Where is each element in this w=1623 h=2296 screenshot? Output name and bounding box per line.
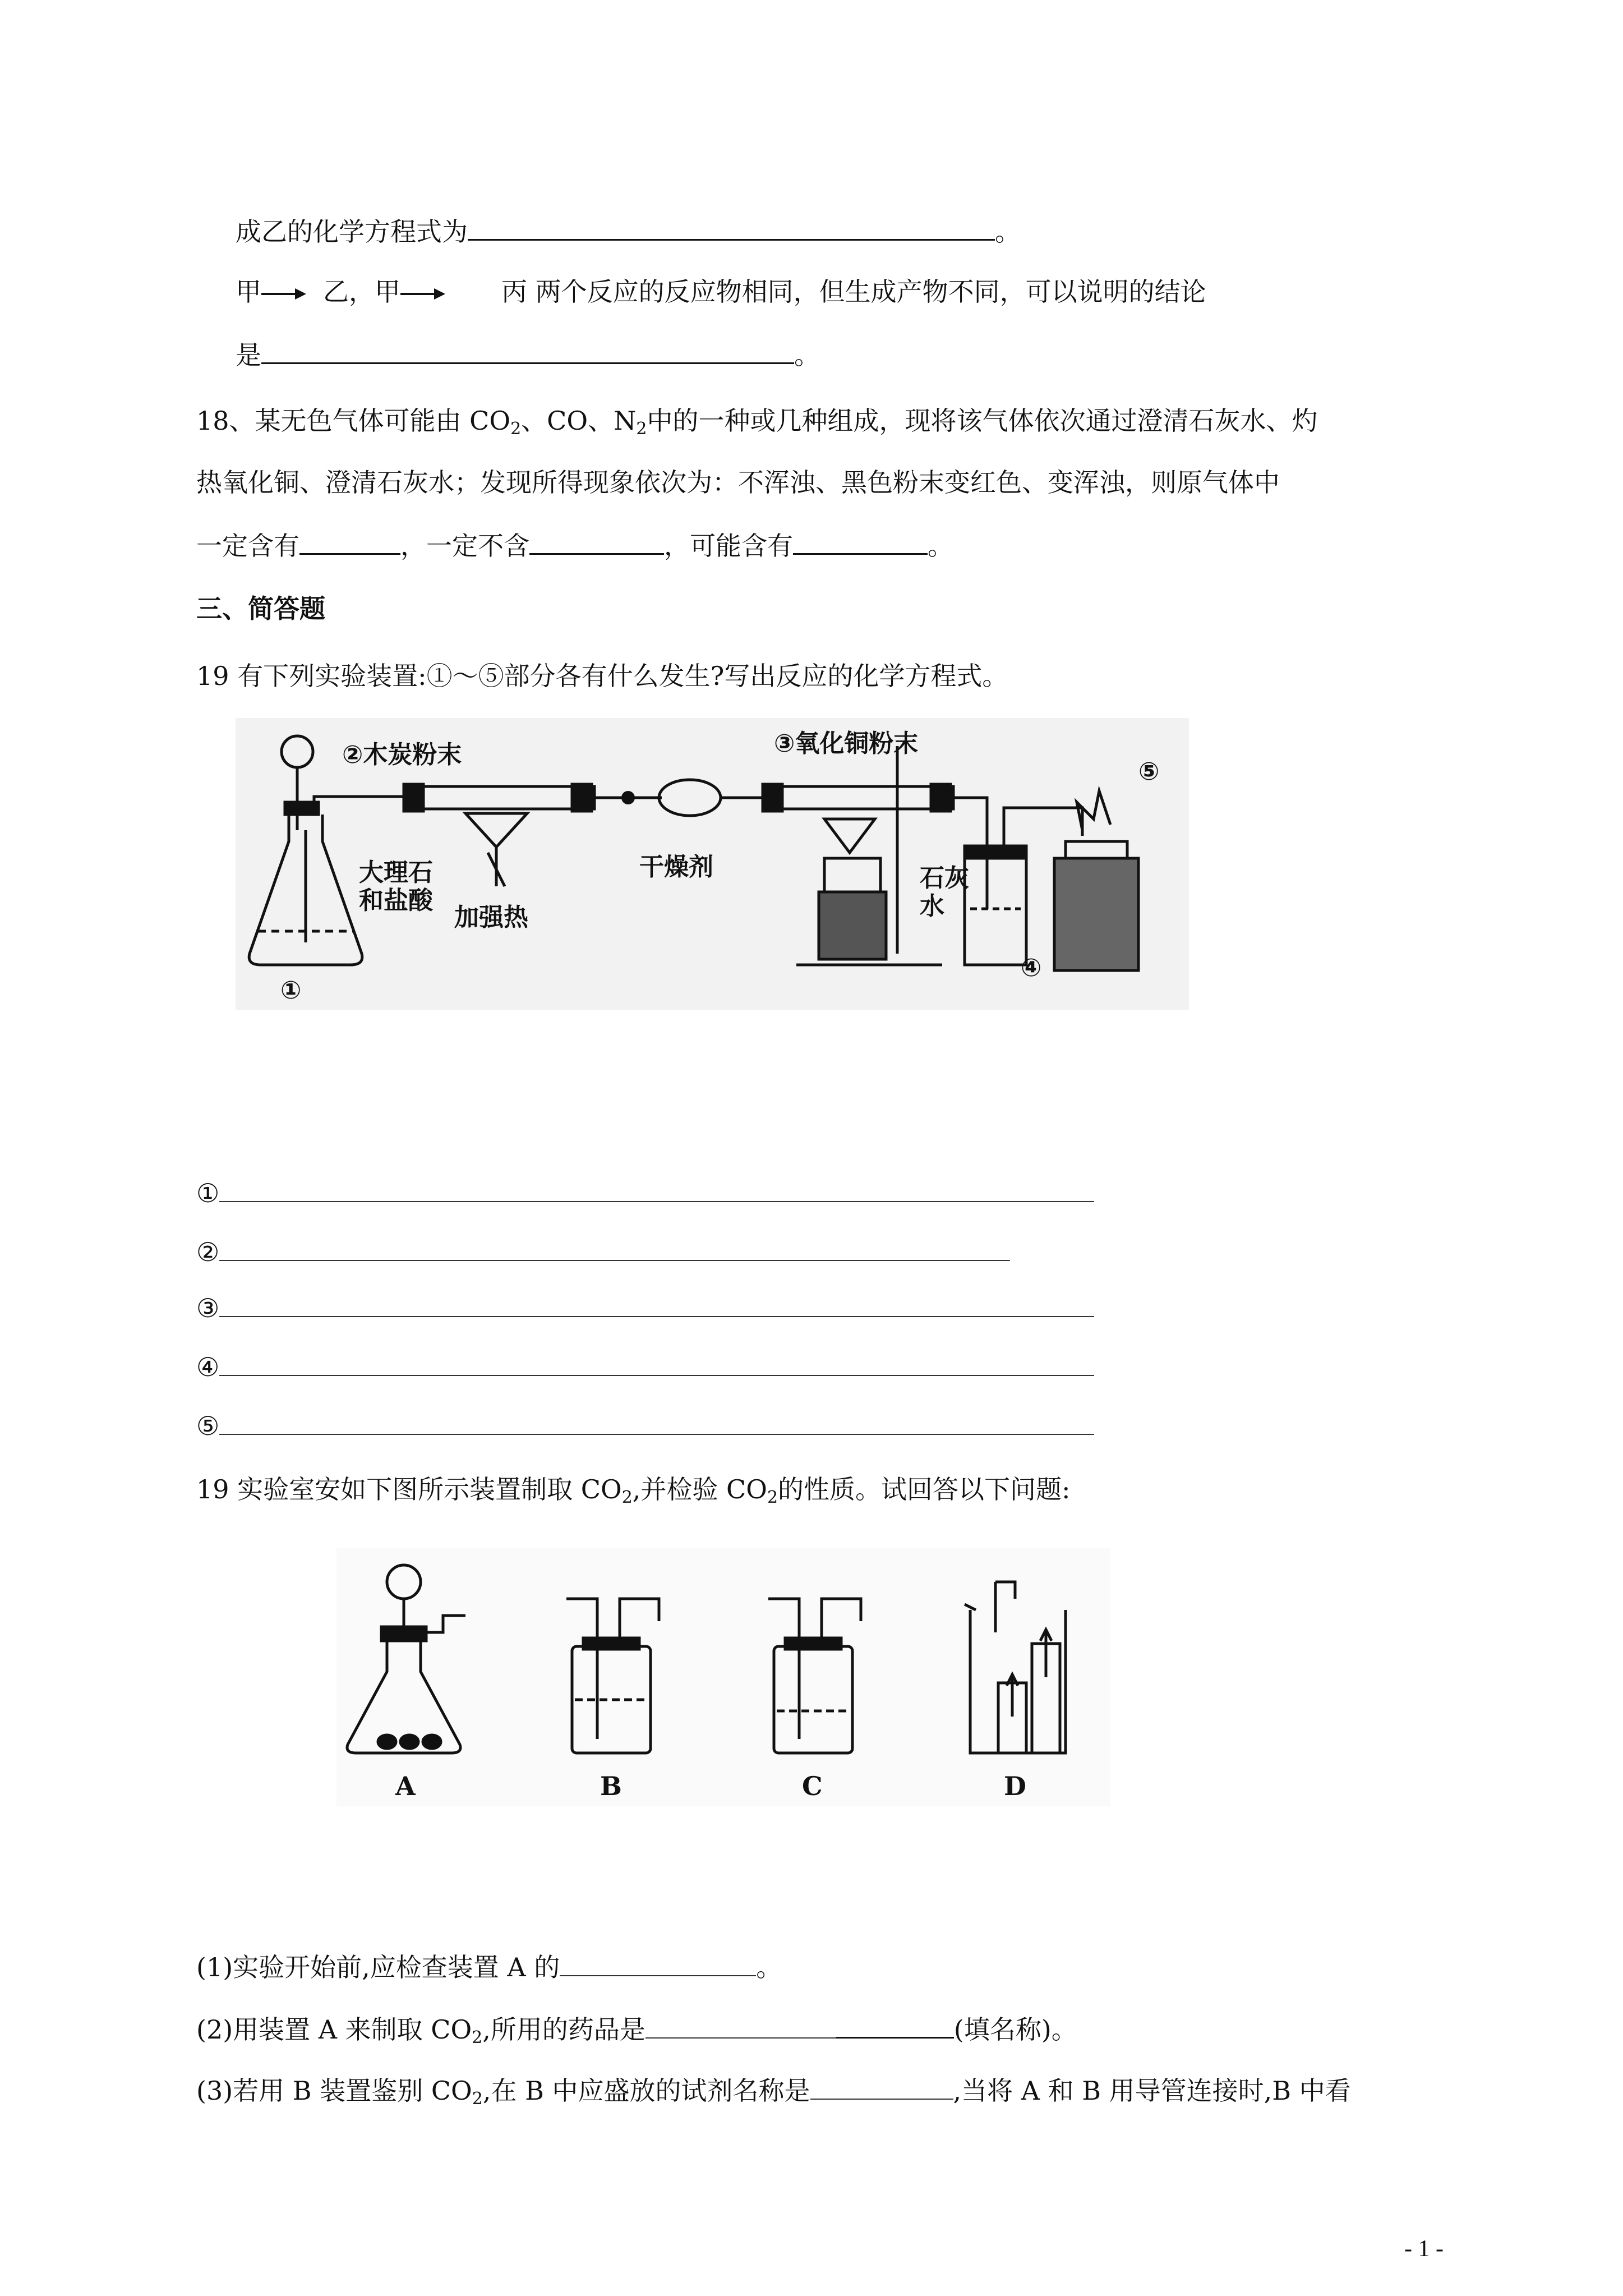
- q18-text-a: 18、某无色气体可能由 CO: [196, 406, 511, 436]
- q18-label-mustnot: ，一定不含: [400, 531, 529, 561]
- q17-line3-text: 是: [236, 340, 261, 370]
- label-one: ①: [280, 976, 302, 1005]
- q19b-prompt-a: 19 实验室安如下图所示装置制取 CO: [196, 1474, 622, 1504]
- q19b-sub2-text-c: (填名称)。: [953, 2014, 1077, 2045]
- label-d: D: [1004, 1771, 1026, 1801]
- label-limewater-1: 石灰: [920, 864, 969, 892]
- q17-yi-jia: 乙，甲: [323, 277, 400, 307]
- label-five: ⑤: [1138, 757, 1160, 786]
- label-four: ④: [1021, 954, 1042, 982]
- q19b-sub2-text-a: (2)用装置 A 来制取 CO: [196, 2014, 472, 2045]
- q17-line2: [236, 275, 1206, 309]
- q18-line3-end: 。: [928, 531, 953, 561]
- q19b-prompt: [196, 1473, 1071, 1515]
- q19b-sub-b: 2: [767, 1488, 778, 1507]
- q18-line3: [196, 527, 953, 563]
- q19a-prompt: [196, 659, 1008, 693]
- section-heading-text: 三、简答题: [196, 593, 325, 624]
- q19b-prompt-b: ,并检验 CO: [632, 1474, 767, 1504]
- q19b-sub2: [196, 2011, 1077, 2055]
- answer-marker-5: ⑤: [196, 1411, 220, 1441]
- q17-jia-1: 甲: [236, 277, 261, 307]
- q18-blank-mustnot[interactable]: [529, 527, 664, 555]
- q17-blank-conclusion[interactable]: [261, 337, 794, 364]
- answer-line-5: [196, 1408, 1094, 1443]
- label-hcl: 和盐酸: [359, 886, 433, 915]
- q17-blank-equation[interactable]: [468, 213, 995, 241]
- q18-label-must: 一定含有: [196, 531, 299, 561]
- q19b-sub1-end: 。: [756, 1952, 782, 1982]
- q18-line1: [196, 404, 1317, 446]
- q19b-sub3-text-b: ,在 B 中应盛放的试剂名称是: [482, 2076, 810, 2106]
- reaction-arrow-icon: [400, 281, 445, 307]
- apparatus-figure-1: [236, 718, 1189, 1010]
- answer-blank-5[interactable]: [219, 1408, 1094, 1435]
- q19b-sub2-text-b: ,所用的药品是: [482, 2014, 645, 2045]
- label-copper-oxide: ③氧化铜粉末: [774, 729, 919, 758]
- q19a-prompt-text: 19 有下列实验装置:①～⑤部分各有什么发生?写出反应的化学方程式。: [196, 661, 1008, 691]
- q19b-prompt-c: 的性质。试回答以下问题:: [778, 1474, 1071, 1504]
- answer-line-4: [196, 1349, 1094, 1384]
- label-limewater-2: 水: [920, 892, 944, 921]
- answer-line-1: [196, 1175, 1094, 1210]
- label-charcoal: ②木炭粉末: [342, 740, 462, 769]
- answer-marker-3: ③: [196, 1293, 220, 1323]
- q19b-sub3-sub: 2: [472, 2089, 483, 2109]
- q19b-sub3-text-c: ,当将 A 和 B 用导管连接时,B 中看: [953, 2076, 1351, 2106]
- answer-line-2: [196, 1234, 1010, 1269]
- q19b-blank-check[interactable]: [560, 1949, 756, 1976]
- answer-blank-4[interactable]: [219, 1349, 1094, 1376]
- answer-marker-2: ②: [196, 1237, 220, 1267]
- q17-line2-text: 丙 两个反应的反应物相同，但生成产物不同，可以说明的结论: [501, 277, 1206, 307]
- q18-line2-text: 热氧化铜、澄清石灰水；发现所得现象依次为：不浑浊、黑色粉末变红色、变浑浊，则原气体中: [196, 467, 1280, 498]
- q18-sub-b: 2: [636, 419, 647, 439]
- q19b-sub1-text: (1)实验开始前,应检查装置 A 的: [196, 1952, 560, 1982]
- apparatus-figure-2: [336, 1548, 1110, 1806]
- label-b: B: [600, 1771, 622, 1801]
- q19b-sub1: [196, 1949, 782, 1984]
- q17-line1-text: 成乙的化学方程式为: [236, 217, 468, 247]
- label-marble: 大理石: [359, 858, 433, 887]
- answer-blank-1[interactable]: [219, 1175, 1094, 1202]
- q19b-blank-reagents[interactable]: [645, 2012, 836, 2039]
- reaction-arrow-icon: [261, 281, 306, 307]
- label-heat: 加强热: [454, 903, 528, 932]
- q19b-sub3-text-a: (3)若用 B 装置鉴别 CO: [196, 2076, 472, 2106]
- answer-line-3: [196, 1290, 1094, 1325]
- label-c: C: [802, 1771, 823, 1801]
- section-heading: [196, 592, 325, 625]
- q19b-sub3: [196, 2073, 1351, 2116]
- q17-line3-end: 。: [794, 340, 820, 370]
- label-desiccant: 干燥剂: [639, 853, 713, 881]
- q18-blank-must[interactable]: [299, 527, 400, 555]
- q18-label-maybe: ，可能含有: [664, 531, 793, 561]
- q18-text-c: 中的一种或几种组成，现将该气体依次通过澄清石灰水、灼: [647, 406, 1318, 436]
- q17-line3: [236, 337, 820, 372]
- q19b-blank-reagents-2[interactable]: [836, 2011, 954, 2039]
- q18-sub-a: 2: [510, 419, 522, 439]
- page-number: - 1 -: [1404, 2236, 1444, 2262]
- q17-line1-end: 。: [995, 217, 1021, 247]
- q19b-blank-reagent-b[interactable]: [810, 2073, 953, 2100]
- q19b-sub2-sub: 2: [472, 2028, 483, 2047]
- clamp-icon: [621, 791, 635, 804]
- q18-text-b: 、CO、N: [521, 406, 637, 436]
- q18-line2: [196, 466, 1280, 499]
- q18-blank-maybe[interactable]: [793, 527, 928, 555]
- answer-marker-4: ④: [196, 1352, 220, 1382]
- answer-blank-3[interactable]: [219, 1290, 1094, 1317]
- q19b-sub-a: 2: [621, 1488, 633, 1507]
- answer-marker-1: ①: [196, 1178, 220, 1208]
- answer-blank-2[interactable]: [219, 1234, 1010, 1261]
- q17-line1: [236, 213, 1021, 249]
- label-a: A: [395, 1771, 416, 1801]
